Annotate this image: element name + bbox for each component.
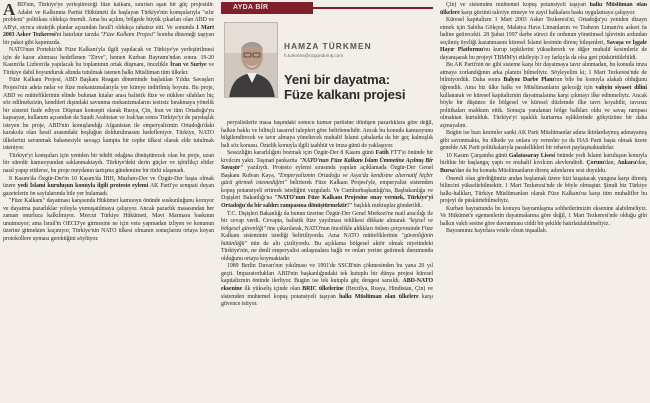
text-run: 1989 Berlin Duvarı'nın yıkılması ve 1991'de SSCB'nin çökmesinden bu yana 20 yıl geçti. İmparatorlukları ABD'nin başkanlığındaki tek kutuplu bir dünya projesi küresel kapitalizmin önünde ilerliyor. Bugün ise tek kutuplu güç dengesi sarsıldı. xyxy=(221,263,433,285)
author-email: h.turkmen@ozgunduruş.com xyxy=(284,53,344,58)
paragraph xyxy=(440,130,647,153)
text-run: 1 Mart 2003 Asker Tezkeresi xyxy=(3,24,214,39)
paragraph xyxy=(440,206,647,229)
text-run: Balyoz Darbe Planı xyxy=(503,77,555,84)
text-run: Türkiye'yi komşuları için yeniden bir tehdit odağına dönüştürecek olan bu proje, uzun bir süredir kamuoyundan saklanmaktaydı. Türkiye'deki derin güçler ve işbirlikçi elitler nasıl yapıp ettilerse, bu proje meydanın tartışma gündemine bir türlü ulaşmadı. xyxy=(3,152,214,175)
text-run: Önemli olan gördüğümüz andan başlamak üzere bizi kuşatacak yangına karşı direniş bilincini yükseltebilmektir. 1 Mart Tezkeresi'nde de böyle olmuştur. Şimdi biz Türkiye halkı-halkları, Türkiye Müslümanları olarak Füze Kalkanı'na karşı tüm muhalifler bu projeyi de püskürtebilmeliyiz. xyxy=(440,175,647,205)
left-text-column xyxy=(3,2,214,403)
text-run: ilk yükseliş içinde olan xyxy=(242,286,303,293)
text-run: ve Türkiye dahil boyunduruk altında tutulmak istenen halkı Müslüman tüm ülkeler. xyxy=(3,62,214,76)
text-run: T.C. Dışişleri Bakanlığı da bunun üzerine Özgür-Der Genel Merkezi'ne mail aracılığı ile bir cevap verdi. Cevapta, balistik füze yayılması tehlikesi dikkate alınarak xyxy=(221,210,433,225)
article-header xyxy=(221,2,433,120)
text-run: Füze Kalkanı Projesi, ABD Başkanı Reagan döneminde başlatılan Yıldız Savaşları Projesi'nin adeta radar ve füze mekanizmalarıyla yer küreye indirilmiş boyutu. Bu proje, ABD ve müttefiklerinin elinde bulunan kıtalar arası balistik füze ve nükleer silahları hiç söz edilmeksizin, kendileri dışındaki savunma mekanizmalarını tesirsiz bırakmaya yönelik bir sistemi fiade ediyor. Düşman konsepti olarak Rusya, Çin, İran ve tüm Ortadoğu'yu kapsayan, kullanım açısından da Suudi Arabistan ve Irak'tan sonra Türkiye'yi de paydaşlık isteyen bu proje, ABD'nin konuşlandığı Afganistan ile emperyalizmin Ortadoğu'daki karakolu olan İsrail arasındaki boşluğun doldurulmasını hedefleniyor. Türkiye, NATO ülkelerini savunmak bahanesiyle savaşçı kampta bir cephe ülkesi olarak elde tutulmak isteniyor. xyxy=(3,77,214,152)
paragraph xyxy=(3,77,214,152)
text-run: 'dan, xyxy=(604,160,618,167)
paragraph xyxy=(3,2,214,47)
paragraph xyxy=(3,47,214,77)
text-run: Savaşa ve İşgale Hayır Platformu xyxy=(440,39,647,54)
text-run: NATO'nun Portekiz'de Füze Kalkanı'yla ilgili yapılacak ve Türkiye'ye yerleştirilmesi için de karar alınması hedeflenen "Zirve", hemen Kurban Bayramı'ndan sonra. 19-20 Kasım'da Lizbon'da yapılacak bu toplantının ortak düşmanı, öncelikle xyxy=(3,47,214,69)
text-run: 8 Kasım'da Özgür-Der'in 10 Kasım'da İHH, Mazlum-Der ve Özgür-Der başta olmak üzere xyxy=(3,175,214,190)
text-run: 'dan, xyxy=(636,160,647,167)
text-run: karşı gücünü takviye etmeye ve zayıf halkalara baskı uygulamaya çalışıyor. xyxy=(459,9,636,16)
text-run: nün de altı çiziliyordu. Bu açıklama bölgesel aktör olmak niyetindeki Türkiye'nin, ne denli emperyalist anlaşmalara bağlı ve onları yerine getirmek durumunda olduğunu ortaya koymaktadır. xyxy=(221,240,433,262)
text-run: "güvenliğinin bütünlüğü" xyxy=(221,233,433,247)
text-run: önünde yedi İslami kuruluşun konuyla birlikte bir başlangıç yaptı ve muhalif kıvılcım alevlendirdi. xyxy=(440,152,647,167)
text-run: karşı güvence istiyor. xyxy=(221,293,433,308)
text-run: peryalistlerle masa başındaki sonucu kumar partisine dönüşen pazarlıklara göre değil, halkın hakkı ve bilinçli tasarruf talepleri göre belirlemelidir. Ancak bu konuda kamuoyunu bilgilendirecek ve tavır almaya yöneltecek muhalif İslami çabalarda da bir geç kalmışlık hali söz konusu. Öztelik konuyla ilgili taahhüt ve imza günü de yaklaşıyor. xyxy=(221,120,433,149)
paragraph xyxy=(440,62,647,130)
author-portrait-icon xyxy=(225,23,278,98)
text-run: kullanarak ve küresel kapitalizmin dayatmalarına karşı çıkmayı ilke edinmeliyiz. Ancak böyle bir düşünce ile bölgesel ve küresel düzlemde ilke tavrı koyabilir, tavırsız politikaları mahkum ettik. Sonuçta yaralanan bölge halkları oldu ve savaş rampası olmaktan kurtulduk. Türkiye'yi uşaklık kurtarma eşliklerinde gökyüzüne bir daha açmayalım. xyxy=(440,92,647,129)
text-run: yazılıydı. Protesto eylemi sırasında yapılan açıklamada Özgür-Der Genel Başkanı Rıdvan Kaya, xyxy=(221,165,433,179)
paragraph xyxy=(3,153,214,176)
text-run: halkı Müslüman olan ülkelere xyxy=(440,2,647,16)
drop-cap: A xyxy=(3,2,16,19)
middle-text-column xyxy=(221,120,433,403)
text-run: yedi İslami kuruluşun konuyla ilgili protesto eylemi xyxy=(17,183,149,190)
text-run: Galatasaray Lisesi xyxy=(508,152,555,159)
text-run: 10 Kasım Çarşamba günü xyxy=(446,152,509,159)
paragraph xyxy=(440,228,647,236)
text-run: Bayramınız hayırlara vesile olsun inşaallah. xyxy=(446,228,548,235)
text-run: BRIC ülkelerine xyxy=(302,286,344,293)
text-run: "Emperyalizmin Ortadoğu ve Asya'da kendisine alternatif hiçbir gücü görmek istemediğini" xyxy=(221,172,433,187)
text-run: 'ni hatırlatır tarzda xyxy=(55,32,101,39)
text-run: AK Parti'ye sempati duyan gazetelerin ön sayfalarında bile yer bulamadı. xyxy=(3,183,214,197)
text-run: "NATO'nun Füze Kalkanı Projesine onay vermek, Türkiye'yi Ortadoğu'da bir saldırı rampasına dönüştürmektir!" xyxy=(221,195,433,210)
text-run: Çorum xyxy=(586,160,605,167)
paragraph xyxy=(221,120,433,150)
text-run: ABD-NATO eksenine xyxy=(221,278,433,293)
text-run: Ankara xyxy=(617,160,637,167)
text-run: Fatih xyxy=(375,150,389,157)
text-run: belirterek Füze Kalkanı Projesi'yle, emperyalist sistemden kopuş potansiyeli eritmek istediğini vurguladı. Ve Cumhurbaşkanlığı'na, Başbakanlığa ve Dışişleri Bakanlığı'na xyxy=(221,180,433,202)
author-photo xyxy=(224,22,278,98)
paragraph xyxy=(3,198,214,243)
text-run: İran ve Suriye xyxy=(170,62,207,69)
text-run: halkı Müslüman olan ülkelere xyxy=(339,293,419,300)
text-run: Küresel kapitalizm 1 Mart 2003 Asker Tezkeresi'ni, Ortadoğu'yu yeniden dizayn etmek için Sabiha Gökçen, Malatya Hava Limanlarını ve Trabzon Limanı'nı askeri üs haline getirecekti. 28 Şubat 1997 darbe süreci ile ordunun yönetimsel işlevinin ardından seçilmiş üyeliği kazanmasını küresel İslami kesimin direnç bileşenleri, xyxy=(440,17,647,46)
text-run: Sessizliğin kararlılığını bozmak için Özgür-Der 8 Kasım günü xyxy=(227,150,376,157)
paragraph xyxy=(440,17,647,62)
author-name: HAMZA TÜRKMEN xyxy=(284,41,372,51)
text-run: öne çıkarılarak, NATO'nun öncelikle aldıkları önlem çerçevesinde Füze Kalkanı sisteminin istediği belirtiliyordu. Ama NATO müttefiklerinin xyxy=(221,225,433,240)
text-run: Kurban bayramında bu konuyu bayramlaşma sohbetlerimizin eksenine alabilmeliyiz. Ve Hükümet'e egemenlerin dayatmalarına göre değil, 1 Mart Tezkeresi'nde olduğu gibi halkın vakfı sesine göre davranması ciddi bir şekilde hatırlatılabilmeliyiz. xyxy=(440,205,647,227)
right-text-column xyxy=(440,2,647,403)
headline-line-1: Yeni bir dayatma: xyxy=(284,72,390,87)
section-rule xyxy=(313,7,433,9)
paragraph xyxy=(221,263,433,308)
paragraph xyxy=(221,211,433,264)
text-run: 'nu kurup tepkilerini yükseltererk ve diğer muhalif kesimlerle de dayanışarak bu projeyi TBMM'yi etkileyip 3 oy farkıyla da olsa geri püskürttülebildi. xyxy=(440,47,647,61)
paragraph xyxy=(3,176,214,199)
text-run: BD'nin, Türkiye'ye yerleştireceği füze kalkanı, sınırları aşan bir güç projesidir. Adalet ve Kalkınma Partisi Hükümeti ile başlayan Türkiye'nin komşularıyla "sıfır problem" politikası oldukça önemli. Ama bu açılım, bölgede büyük çıkarları olan ABD ve AB'yi, ayrıca stratejik planlar açısından İsrail'i oldukça rahatsız etti. Ve sonunda xyxy=(3,2,214,31)
text-run: Bursa xyxy=(440,168,455,175)
text-run: vahyin siyaset dilini xyxy=(595,85,647,92)
text-run: bomba düzeneği taşıyan bir paket gibi kapımızda. xyxy=(3,32,214,46)
headline xyxy=(284,72,433,102)
paragraph xyxy=(440,176,647,206)
text-run: başlıklı mektuplar gönderildi. xyxy=(352,203,423,210)
paragraph xyxy=(440,2,647,17)
text-run: 'dan da bu konuda Müslümanların direnç adımlarını sesi duyuldu. xyxy=(454,168,607,175)
section-label: AYDA BİR xyxy=(221,2,313,14)
text-run: "kişisel ve bölgesel güvenliği" xyxy=(221,218,433,232)
text-run: "NATO'nun Füze Kalkanı İslam Ümmetine Açılmış Bir Savaştır" xyxy=(221,157,433,172)
text-run: FTT'si önünde bir kıvılcım yaktı. Taşınan pankartta xyxy=(221,150,433,164)
text-run: Bu AK Parti'nin ne gibi sisteme karşı bir dayatmaya tavır alınmadan, bu konuda imza atmaya zorlandığının arka planını bilmeliyiz. Söyleyelim ki; 1 Mart Tezkeresi'nde de bilmiyordük. Daha sonra xyxy=(440,62,647,84)
text-run: Bugün ise bazı kesimler sanki AK Parti Müslümanlar adına iktidardaymış adınayamış gibi savunmakta, bu ülkede ya onlara oy verenler ya da HAS Parti başta olmak üzere genelde AK Parti politikalarıyla paralellikleri bir rehavet paylaşmaktadırlar. xyxy=(440,130,647,152)
text-run: "Füze Kalkanı" dayatması karşısında Hükümet kamuoyu önünde suskunluğunu koruyor ve dayatma pazarlıklar yoluyla yumuşatılmaya çalışıyor. Ancak pazarlık masasından her zaman onurluca kalkılmıyor. Mercut Türkiye Hükümeti, Mavi Marmara baskının unutmuyor; ama İsrail'in OECD'ye girmesine ne için veto yapmadan izliyen ve konunun üzerine gitmekten kaçınıyor, Türkiye'nin NATO ülkesi olmanın sonuçlarını ortaya koyan protokollere uyması gerektiğini söylüyor. xyxy=(3,198,214,242)
text-run: (Brezilya, Rusya, Hindistan, Çin) ve sistemden muhtemel kopuş potansiyeli taşıyan xyxy=(221,286,433,300)
text-run: Çin) ve sistemden muhtemel kopuş potansiyeli taşıyan xyxy=(446,2,590,8)
headline-line-2: Füze kalkanı projesi xyxy=(284,87,406,102)
text-run: 'nın bile bu konuyla alakalı olduğunu öğrendik. Ama biz ülke halkı ve Müslümanların geleceği için xyxy=(440,77,647,92)
text-run: "Füze Kalkanı Projesi" xyxy=(100,32,156,39)
paragraph xyxy=(440,153,647,176)
paragraph xyxy=(221,150,433,210)
